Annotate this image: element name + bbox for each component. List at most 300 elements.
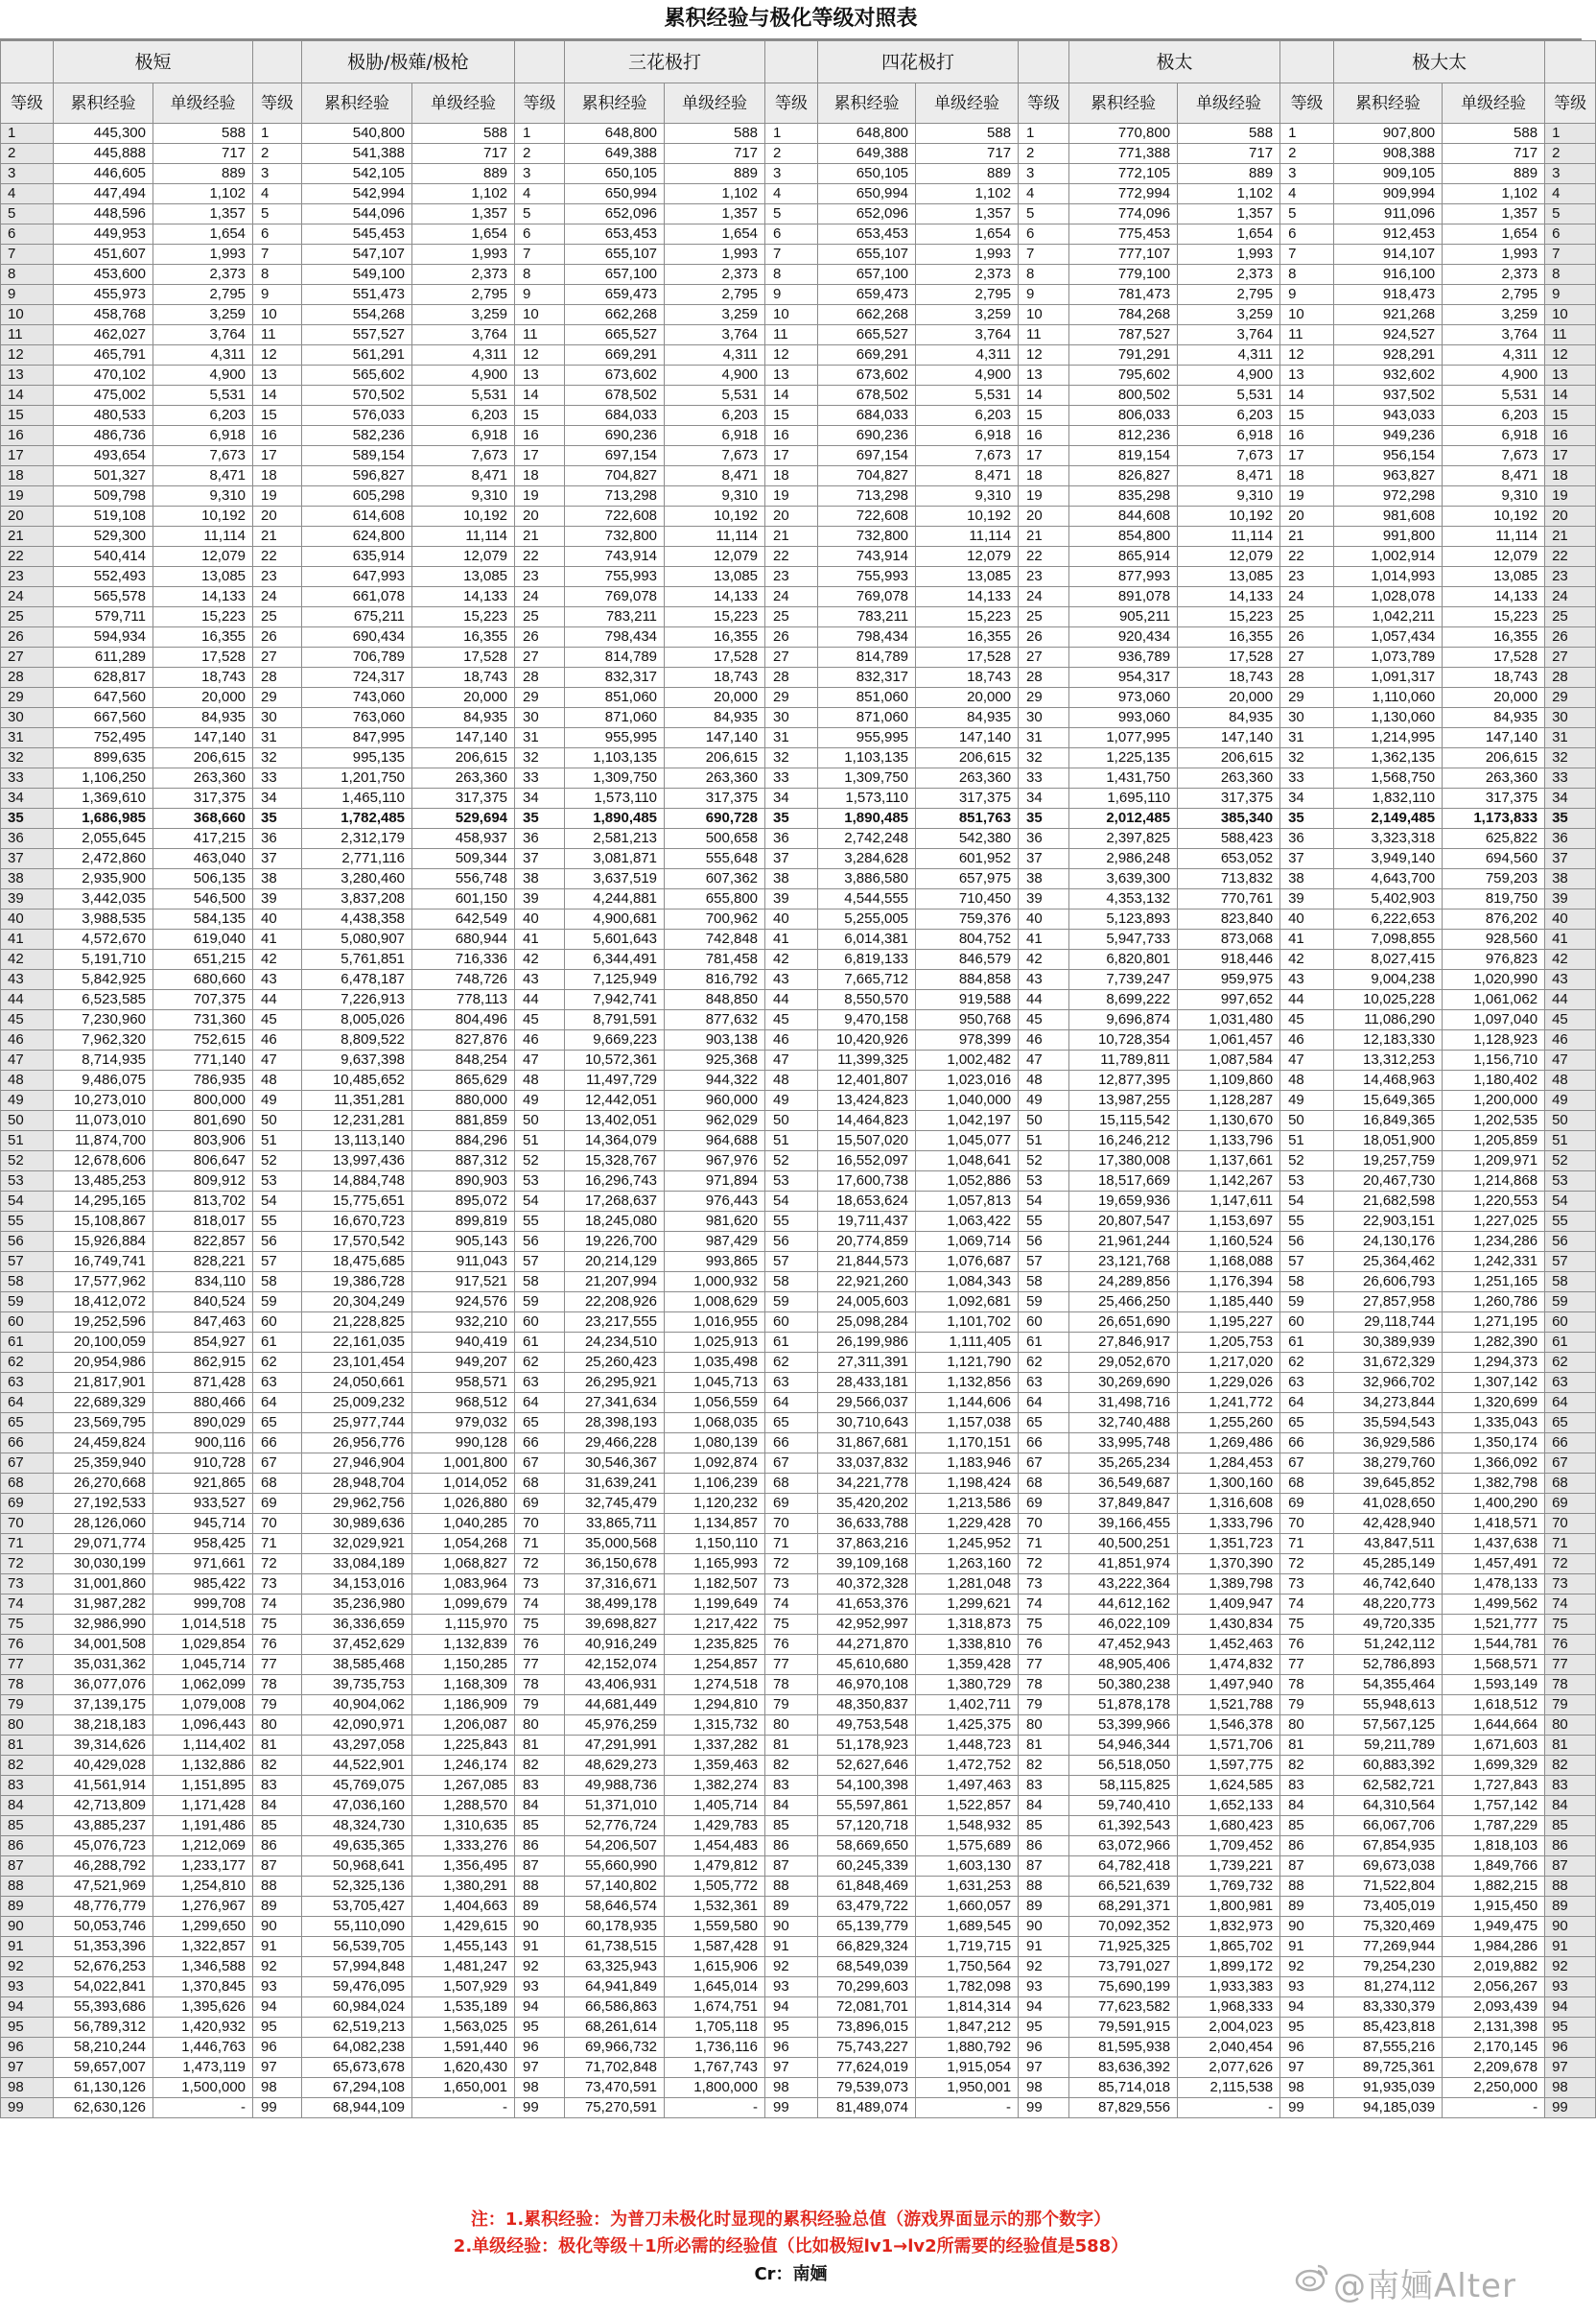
cumulative-exp-cell: 561,291 — [302, 345, 412, 366]
cumulative-exp-cell: 59,211,789 — [1334, 1736, 1443, 1756]
level-cell: 16 — [515, 426, 565, 446]
table-row — [1, 1937, 1596, 1957]
cumulative-exp-cell: 655,107 — [565, 245, 665, 265]
single-exp-cell: 4,900 — [665, 366, 765, 386]
cumulative-exp-cell: 565,602 — [302, 366, 412, 386]
single-exp-cell: 800,000 — [153, 1091, 253, 1111]
level-cell: 38 — [1280, 869, 1334, 889]
single-exp-cell: 9,310 — [665, 486, 765, 507]
level-cell: 96 — [1545, 2038, 1596, 2058]
level-cell: 70 — [253, 1514, 302, 1534]
cumulative-exp-cell: 724,317 — [302, 668, 412, 688]
level-cell: 69 — [1280, 1494, 1334, 1514]
cumulative-exp-cell: 79,254,230 — [1334, 1957, 1443, 1977]
cumulative-exp-cell: 47,521,969 — [54, 1877, 153, 1897]
single-exp-cell: 20,000 — [1443, 688, 1545, 708]
level-cell: 17 — [1545, 446, 1596, 466]
cumulative-exp-cell: 783,211 — [565, 607, 665, 627]
single-exp-cell: 2,795 — [1443, 285, 1545, 305]
single-exp-header: 单级经验 — [1178, 83, 1280, 124]
cumulative-exp-cell: 3,949,140 — [1334, 849, 1443, 869]
cumulative-exp-cell: 661,078 — [302, 587, 412, 607]
level-cell: 22 — [1545, 547, 1596, 567]
level-cell: 78 — [1, 1675, 54, 1695]
single-exp-cell: 18,743 — [665, 668, 765, 688]
cumulative-exp-cell: 1,028,078 — [1334, 587, 1443, 607]
level-cell: 52 — [1280, 1151, 1334, 1171]
cumulative-exp-cell: 5,191,710 — [54, 950, 153, 970]
cumulative-exp-cell: 25,364,462 — [1334, 1252, 1443, 1272]
level-cell: 19 — [1019, 486, 1069, 507]
level-cell: 19 — [765, 486, 818, 507]
single-exp-cell: 1,229,026 — [1178, 1373, 1280, 1393]
cumulative-exp-cell: 697,154 — [818, 446, 916, 466]
single-exp-header: 单级经验 — [665, 83, 765, 124]
cumulative-exp-cell: 918,473 — [1334, 285, 1443, 305]
level-cell: 13 — [1019, 366, 1069, 386]
level-cell: 62 — [253, 1353, 302, 1373]
single-exp-cell: 1,217,422 — [665, 1615, 765, 1635]
table-row — [1, 930, 1596, 950]
single-exp-cell: 1,366,092 — [1443, 1453, 1545, 1474]
cumulative-exp-cell: 37,863,216 — [818, 1534, 916, 1554]
cumulative-exp-cell: 51,242,112 — [1334, 1635, 1443, 1655]
level-cell: 39 — [1, 889, 54, 909]
level-cell: 79 — [253, 1695, 302, 1715]
cumulative-exp-cell: 58,115,825 — [1069, 1776, 1178, 1796]
cumulative-exp-cell: 5,123,893 — [1069, 909, 1178, 930]
level-cell: 73 — [765, 1574, 818, 1595]
cumulative-exp-cell: 16,670,723 — [302, 1212, 412, 1232]
cumulative-exp-cell: 486,736 — [54, 426, 153, 446]
cumulative-exp-cell: 43,222,364 — [1069, 1574, 1178, 1595]
cumulative-exp-cell: 662,268 — [818, 305, 916, 325]
cumulative-exp-cell: 35,265,234 — [1069, 1453, 1178, 1474]
level-cell: 92 — [253, 1957, 302, 1977]
single-exp-cell: 147,140 — [916, 728, 1019, 748]
cumulative-exp-cell: 17,380,008 — [1069, 1151, 1178, 1171]
level-cell: 81 — [1, 1736, 54, 1756]
level-cell: 29 — [765, 688, 818, 708]
cumulative-exp-cell: 955,995 — [565, 728, 665, 748]
cumulative-exp-cell: 57,567,125 — [1334, 1715, 1443, 1736]
level-cell: 17 — [253, 446, 302, 466]
cumulative-exp-cell: 49,720,335 — [1334, 1615, 1443, 1635]
level-cell: 22 — [1, 547, 54, 567]
table-row — [1, 1373, 1596, 1393]
cumulative-exp-cell: 4,244,881 — [565, 889, 665, 909]
cumulative-exp-cell: 35,594,543 — [1334, 1413, 1443, 1433]
cumulative-exp-cell: 67,294,108 — [302, 2078, 412, 2098]
level-cell: 83 — [765, 1776, 818, 1796]
single-exp-cell: 6,203 — [1443, 406, 1545, 426]
single-exp-cell: 822,857 — [153, 1232, 253, 1252]
cumulative-exp-cell: 832,317 — [565, 668, 665, 688]
level-cell: 86 — [1280, 1836, 1334, 1856]
single-exp-cell: 1,080,139 — [665, 1433, 765, 1453]
level-cell: 28 — [1, 668, 54, 688]
cumulative-exp-cell: 39,166,455 — [1069, 1514, 1178, 1534]
single-exp-cell: 6,918 — [1443, 426, 1545, 446]
cumulative-exp-cell: 28,126,060 — [54, 1514, 153, 1534]
level-cell: 73 — [253, 1574, 302, 1595]
single-exp-cell: 1,769,732 — [1178, 1877, 1280, 1897]
cumulative-exp-cell: 798,434 — [818, 627, 916, 648]
level-cell: 9 — [1280, 285, 1334, 305]
single-exp-cell: 707,375 — [153, 990, 253, 1010]
level-cell: 91 — [1, 1937, 54, 1957]
level-cell: 37 — [1, 849, 54, 869]
single-exp-cell: 1,591,440 — [412, 2038, 515, 2058]
single-exp-cell: 1,132,839 — [412, 1635, 515, 1655]
cumulative-exp-cell: 51,178,923 — [818, 1736, 916, 1756]
cumulative-exp-cell: 56,789,312 — [54, 2018, 153, 2038]
cumulative-exp-cell: 24,050,661 — [302, 1373, 412, 1393]
single-exp-cell: 903,138 — [665, 1030, 765, 1051]
cumulative-exp-cell: 31,867,681 — [818, 1433, 916, 1453]
single-exp-cell: 1,156,710 — [1443, 1051, 1545, 1071]
single-exp-cell: 1,254,857 — [665, 1655, 765, 1675]
single-exp-cell: 1,171,428 — [153, 1796, 253, 1816]
single-exp-cell: 1,847,212 — [916, 2018, 1019, 2038]
cumulative-exp-cell: 43,406,931 — [565, 1675, 665, 1695]
table-row — [1, 305, 1596, 325]
single-exp-cell: 1,671,603 — [1443, 1736, 1545, 1756]
cumulative-exp-cell: 87,555,216 — [1334, 2038, 1443, 2058]
level-cell: 26 — [1545, 627, 1596, 648]
single-exp-cell: 1,370,390 — [1178, 1554, 1280, 1574]
cumulative-exp-cell: 27,946,904 — [302, 1453, 412, 1474]
level-cell: 24 — [1019, 587, 1069, 607]
single-exp-cell: 619,040 — [153, 930, 253, 950]
single-exp-cell: 748,726 — [412, 970, 515, 990]
level-cell: 27 — [253, 648, 302, 668]
cumulative-exp-cell: 28,398,193 — [565, 1413, 665, 1433]
level-cell: 38 — [1019, 869, 1069, 889]
group-header: 极太 — [1069, 41, 1280, 83]
single-exp-cell: 1,092,681 — [916, 1292, 1019, 1312]
cumulative-exp-cell: 48,629,273 — [565, 1756, 665, 1776]
single-exp-cell: 1,705,118 — [665, 2018, 765, 2038]
cumulative-exp-cell: 19,711,437 — [818, 1212, 916, 1232]
single-exp-cell: 889 — [153, 164, 253, 184]
level-cell: 27 — [1280, 648, 1334, 668]
table-row — [1, 1917, 1596, 1937]
level-cell: 94 — [1545, 1997, 1596, 2018]
table-row — [1, 849, 1596, 869]
single-exp-cell: 17,528 — [1178, 648, 1280, 668]
level-cell: 21 — [765, 527, 818, 547]
cumulative-exp-cell: 55,393,686 — [54, 1997, 153, 2018]
cumulative-exp-cell: 628,817 — [54, 668, 153, 688]
single-exp-cell: 15,223 — [412, 607, 515, 627]
single-exp-cell: 1,176,394 — [1178, 1272, 1280, 1292]
level-cell: 50 — [253, 1111, 302, 1131]
level-cell: 23 — [1019, 567, 1069, 587]
single-exp-cell: 317,375 — [1178, 789, 1280, 809]
single-exp-cell: 1,151,895 — [153, 1776, 253, 1796]
level-cell: 56 — [1545, 1232, 1596, 1252]
cumulative-exp-cell: 973,060 — [1069, 688, 1178, 708]
level-cell: 69 — [1, 1494, 54, 1514]
level-cell: 27 — [1019, 648, 1069, 668]
level-cell: 41 — [1019, 930, 1069, 950]
single-exp-cell: 1,849,766 — [1443, 1856, 1545, 1877]
cumulative-exp-cell: 30,389,939 — [1334, 1333, 1443, 1353]
cumulative-exp-cell: 544,096 — [302, 204, 412, 224]
single-exp-cell: 2,209,678 — [1443, 2058, 1545, 2078]
level-cell: 27 — [765, 648, 818, 668]
level-cell: 86 — [765, 1836, 818, 1856]
cumulative-exp-cell: 68,261,614 — [565, 2018, 665, 2038]
table-row — [1, 1595, 1596, 1615]
cumulative-exp-cell: 48,220,773 — [1334, 1595, 1443, 1615]
cumulative-exp-cell: 49,753,548 — [818, 1715, 916, 1736]
cumulative-exp-header: 累积经验 — [302, 83, 412, 124]
level-cell: 89 — [1019, 1897, 1069, 1917]
cumulative-exp-cell: 11,086,290 — [1334, 1010, 1443, 1030]
cumulative-exp-cell: 34,221,778 — [818, 1474, 916, 1494]
level-cell: 84 — [1545, 1796, 1596, 1816]
single-exp-cell: 14,133 — [1443, 587, 1545, 607]
cumulative-exp-cell: 784,268 — [1069, 305, 1178, 325]
single-exp-cell: 1,241,772 — [1178, 1393, 1280, 1413]
cumulative-exp-cell: 995,135 — [302, 748, 412, 768]
single-exp-cell: 1,418,571 — [1443, 1514, 1545, 1534]
single-exp-cell: 9,310 — [916, 486, 1019, 507]
level-cell: 7 — [515, 245, 565, 265]
single-exp-cell: 919,588 — [916, 990, 1019, 1010]
level-cell: 89 — [515, 1897, 565, 1917]
cumulative-exp-cell: 3,323,318 — [1334, 829, 1443, 849]
cumulative-exp-cell: 27,311,391 — [818, 1353, 916, 1373]
cumulative-exp-cell: 14,468,963 — [1334, 1071, 1443, 1091]
cumulative-exp-cell: 34,153,016 — [302, 1574, 412, 1595]
cumulative-exp-cell: 42,713,809 — [54, 1796, 153, 1816]
cumulative-exp-cell: 551,473 — [302, 285, 412, 305]
single-exp-cell: 1,652,133 — [1178, 1796, 1280, 1816]
level-cell: 28 — [515, 668, 565, 688]
level-cell: 62 — [1, 1353, 54, 1373]
cumulative-exp-cell: 35,031,362 — [54, 1655, 153, 1675]
single-exp-cell: 2,004,023 — [1178, 2018, 1280, 2038]
level-cell: 35 — [1, 809, 54, 829]
header-blank — [1545, 41, 1596, 83]
level-cell: 84 — [1019, 1796, 1069, 1816]
level-cell: 69 — [765, 1494, 818, 1514]
single-exp-cell: 911,043 — [412, 1252, 515, 1272]
level-cell: 83 — [253, 1776, 302, 1796]
single-exp-cell: 8,471 — [1443, 466, 1545, 486]
cumulative-exp-cell: 81,274,112 — [1334, 1977, 1443, 1997]
table-row — [1, 1192, 1596, 1212]
level-header: 等级 — [515, 83, 565, 124]
level-cell: 95 — [765, 2018, 818, 2038]
single-exp-cell: 147,140 — [153, 728, 253, 748]
level-cell: 18 — [1280, 466, 1334, 486]
single-exp-cell: 1,153,697 — [1178, 1212, 1280, 1232]
level-cell: 54 — [253, 1192, 302, 1212]
single-exp-cell: 9,310 — [1443, 486, 1545, 507]
cumulative-exp-cell: 657,100 — [818, 265, 916, 285]
cumulative-exp-cell: 1,073,789 — [1334, 648, 1443, 668]
single-exp-cell: 731,360 — [153, 1010, 253, 1030]
single-exp-cell: 16,355 — [1443, 627, 1545, 648]
cumulative-exp-cell: 42,090,971 — [302, 1715, 412, 1736]
cumulative-exp-cell: 814,789 — [818, 648, 916, 668]
cumulative-exp-cell: 50,053,746 — [54, 1917, 153, 1937]
cumulative-exp-cell: 871,060 — [565, 708, 665, 728]
single-exp-cell: 556,748 — [412, 869, 515, 889]
single-exp-cell: 1,882,215 — [1443, 1877, 1545, 1897]
single-exp-cell: 786,935 — [153, 1071, 253, 1091]
level-cell: 8 — [765, 265, 818, 285]
single-exp-cell: 1,142,267 — [1178, 1171, 1280, 1192]
single-exp-cell: 2,077,626 — [1178, 2058, 1280, 2078]
cumulative-exp-cell: 806,033 — [1069, 406, 1178, 426]
level-cell: 18 — [1019, 466, 1069, 486]
cumulative-exp-cell: 63,325,943 — [565, 1957, 665, 1977]
level-cell: 14 — [1, 386, 54, 406]
single-exp-cell: 1,025,913 — [665, 1333, 765, 1353]
level-cell: 31 — [1545, 728, 1596, 748]
single-exp-cell: 1,380,729 — [916, 1675, 1019, 1695]
single-exp-cell: 1,680,423 — [1178, 1816, 1280, 1836]
level-header: 等级 — [1, 83, 54, 124]
cumulative-exp-cell: 445,300 — [54, 124, 153, 144]
level-cell: 75 — [1280, 1615, 1334, 1635]
single-exp-cell: 1,993 — [153, 245, 253, 265]
single-exp-header: 单级经验 — [916, 83, 1019, 124]
single-exp-cell: 1,505,772 — [665, 1877, 765, 1897]
level-cell: 5 — [1545, 204, 1596, 224]
single-exp-cell: 2,040,454 — [1178, 2038, 1280, 2058]
cumulative-exp-cell: 89,725,361 — [1334, 2058, 1443, 2078]
single-exp-cell: 1,400,290 — [1443, 1494, 1545, 1514]
single-exp-cell: 979,032 — [412, 1413, 515, 1433]
single-exp-cell: 17,528 — [916, 648, 1019, 668]
single-exp-cell: 1,750,564 — [916, 1957, 1019, 1977]
table-row — [1, 2078, 1596, 2098]
cumulative-exp-cell: 40,500,251 — [1069, 1534, 1178, 1554]
single-exp-cell: 1,448,723 — [916, 1736, 1019, 1756]
single-exp-cell: 11,114 — [916, 527, 1019, 547]
level-cell: 34 — [253, 789, 302, 809]
cumulative-exp-cell: 40,916,249 — [565, 1635, 665, 1655]
cumulative-exp-cell: 771,388 — [1069, 144, 1178, 164]
cumulative-exp-cell: 1,042,211 — [1334, 607, 1443, 627]
single-exp-cell: 985,422 — [153, 1574, 253, 1595]
single-exp-cell: 1,063,422 — [916, 1212, 1019, 1232]
level-cell: 72 — [1545, 1554, 1596, 1574]
level-cell: 75 — [253, 1615, 302, 1635]
cumulative-exp-cell: 68,549,039 — [818, 1957, 916, 1977]
single-exp-cell: 1,430,834 — [1178, 1615, 1280, 1635]
single-exp-cell: 588 — [153, 124, 253, 144]
single-exp-cell: 865,629 — [412, 1071, 515, 1091]
level-cell: 61 — [1545, 1333, 1596, 1353]
cumulative-exp-cell: 19,226,700 — [565, 1232, 665, 1252]
single-exp-cell: 918,446 — [1178, 950, 1280, 970]
level-cell: 58 — [253, 1272, 302, 1292]
level-cell: 14 — [1019, 386, 1069, 406]
cumulative-exp-cell: 5,402,903 — [1334, 889, 1443, 909]
level-cell: 59 — [253, 1292, 302, 1312]
level-cell: 87 — [765, 1856, 818, 1877]
level-cell: 1 — [253, 124, 302, 144]
single-exp-cell: 10,192 — [665, 507, 765, 527]
cumulative-exp-cell: 453,600 — [54, 265, 153, 285]
single-exp-cell: 2,056,267 — [1443, 1977, 1545, 1997]
table-row — [1, 1635, 1596, 1655]
single-exp-cell: 889 — [1443, 164, 1545, 184]
level-cell: 63 — [1019, 1373, 1069, 1393]
level-cell: 62 — [1280, 1353, 1334, 1373]
cumulative-exp-cell: 61,392,543 — [1069, 1816, 1178, 1836]
level-cell: 26 — [1019, 627, 1069, 648]
single-exp-cell: 1,472,752 — [916, 1756, 1019, 1776]
single-exp-cell: 1,076,687 — [916, 1252, 1019, 1272]
level-cell: 50 — [1019, 1111, 1069, 1131]
single-exp-cell: 823,840 — [1178, 909, 1280, 930]
single-exp-header: 单级经验 — [412, 83, 515, 124]
single-exp-cell: 84,935 — [1178, 708, 1280, 728]
single-exp-cell: 6,203 — [1178, 406, 1280, 426]
single-exp-cell: 1,736,116 — [665, 2038, 765, 2058]
level-cell: 43 — [1, 970, 54, 990]
cumulative-exp-header: 累积经验 — [54, 83, 153, 124]
cumulative-exp-cell: 10,420,926 — [818, 1030, 916, 1051]
cumulative-exp-cell: 9,696,874 — [1069, 1010, 1178, 1030]
cumulative-exp-cell: 66,067,706 — [1334, 1816, 1443, 1836]
cumulative-exp-cell: 45,769,075 — [302, 1776, 412, 1796]
cumulative-exp-cell: 43,885,237 — [54, 1816, 153, 1836]
level-cell: 24 — [253, 587, 302, 607]
single-exp-cell: 1,102 — [153, 184, 253, 204]
cumulative-exp-cell: 743,914 — [818, 547, 916, 567]
single-exp-cell: 1,133,796 — [1178, 1131, 1280, 1151]
cumulative-exp-cell: 71,522,804 — [1334, 1877, 1443, 1897]
cumulative-exp-cell: 45,610,680 — [818, 1655, 916, 1675]
cumulative-exp-cell: 10,572,361 — [565, 1051, 665, 1071]
single-exp-cell: 1,045,077 — [916, 1131, 1019, 1151]
cumulative-exp-cell: 907,800 — [1334, 124, 1443, 144]
level-cell: 46 — [1019, 1030, 1069, 1051]
single-exp-cell: 7,673 — [916, 446, 1019, 466]
level-cell: 34 — [1545, 789, 1596, 809]
table-row — [1, 507, 1596, 527]
level-cell: 74 — [253, 1595, 302, 1615]
level-cell: 41 — [765, 930, 818, 950]
level-cell: 58 — [1, 1272, 54, 1292]
cumulative-exp-cell: 34,273,844 — [1334, 1393, 1443, 1413]
cumulative-exp-cell: 11,351,281 — [302, 1091, 412, 1111]
cumulative-exp-cell: 37,316,671 — [565, 1574, 665, 1595]
cumulative-exp-cell: 6,523,585 — [54, 990, 153, 1010]
level-cell: 21 — [1280, 527, 1334, 547]
single-exp-cell: 1,429,615 — [412, 1917, 515, 1937]
cumulative-exp-cell: 65,673,678 — [302, 2058, 412, 2078]
single-exp-cell: 1,507,929 — [412, 1977, 515, 1997]
cumulative-exp-cell: 22,208,926 — [565, 1292, 665, 1312]
cumulative-exp-cell: 62,519,213 — [302, 2018, 412, 2038]
cumulative-exp-cell: 899,635 — [54, 748, 153, 768]
cumulative-exp-cell: 26,651,690 — [1069, 1312, 1178, 1333]
level-cell: 63 — [253, 1373, 302, 1393]
cumulative-exp-cell: 48,776,779 — [54, 1897, 153, 1917]
level-cell: 6 — [1280, 224, 1334, 245]
single-exp-cell: 1,147,611 — [1178, 1192, 1280, 1212]
